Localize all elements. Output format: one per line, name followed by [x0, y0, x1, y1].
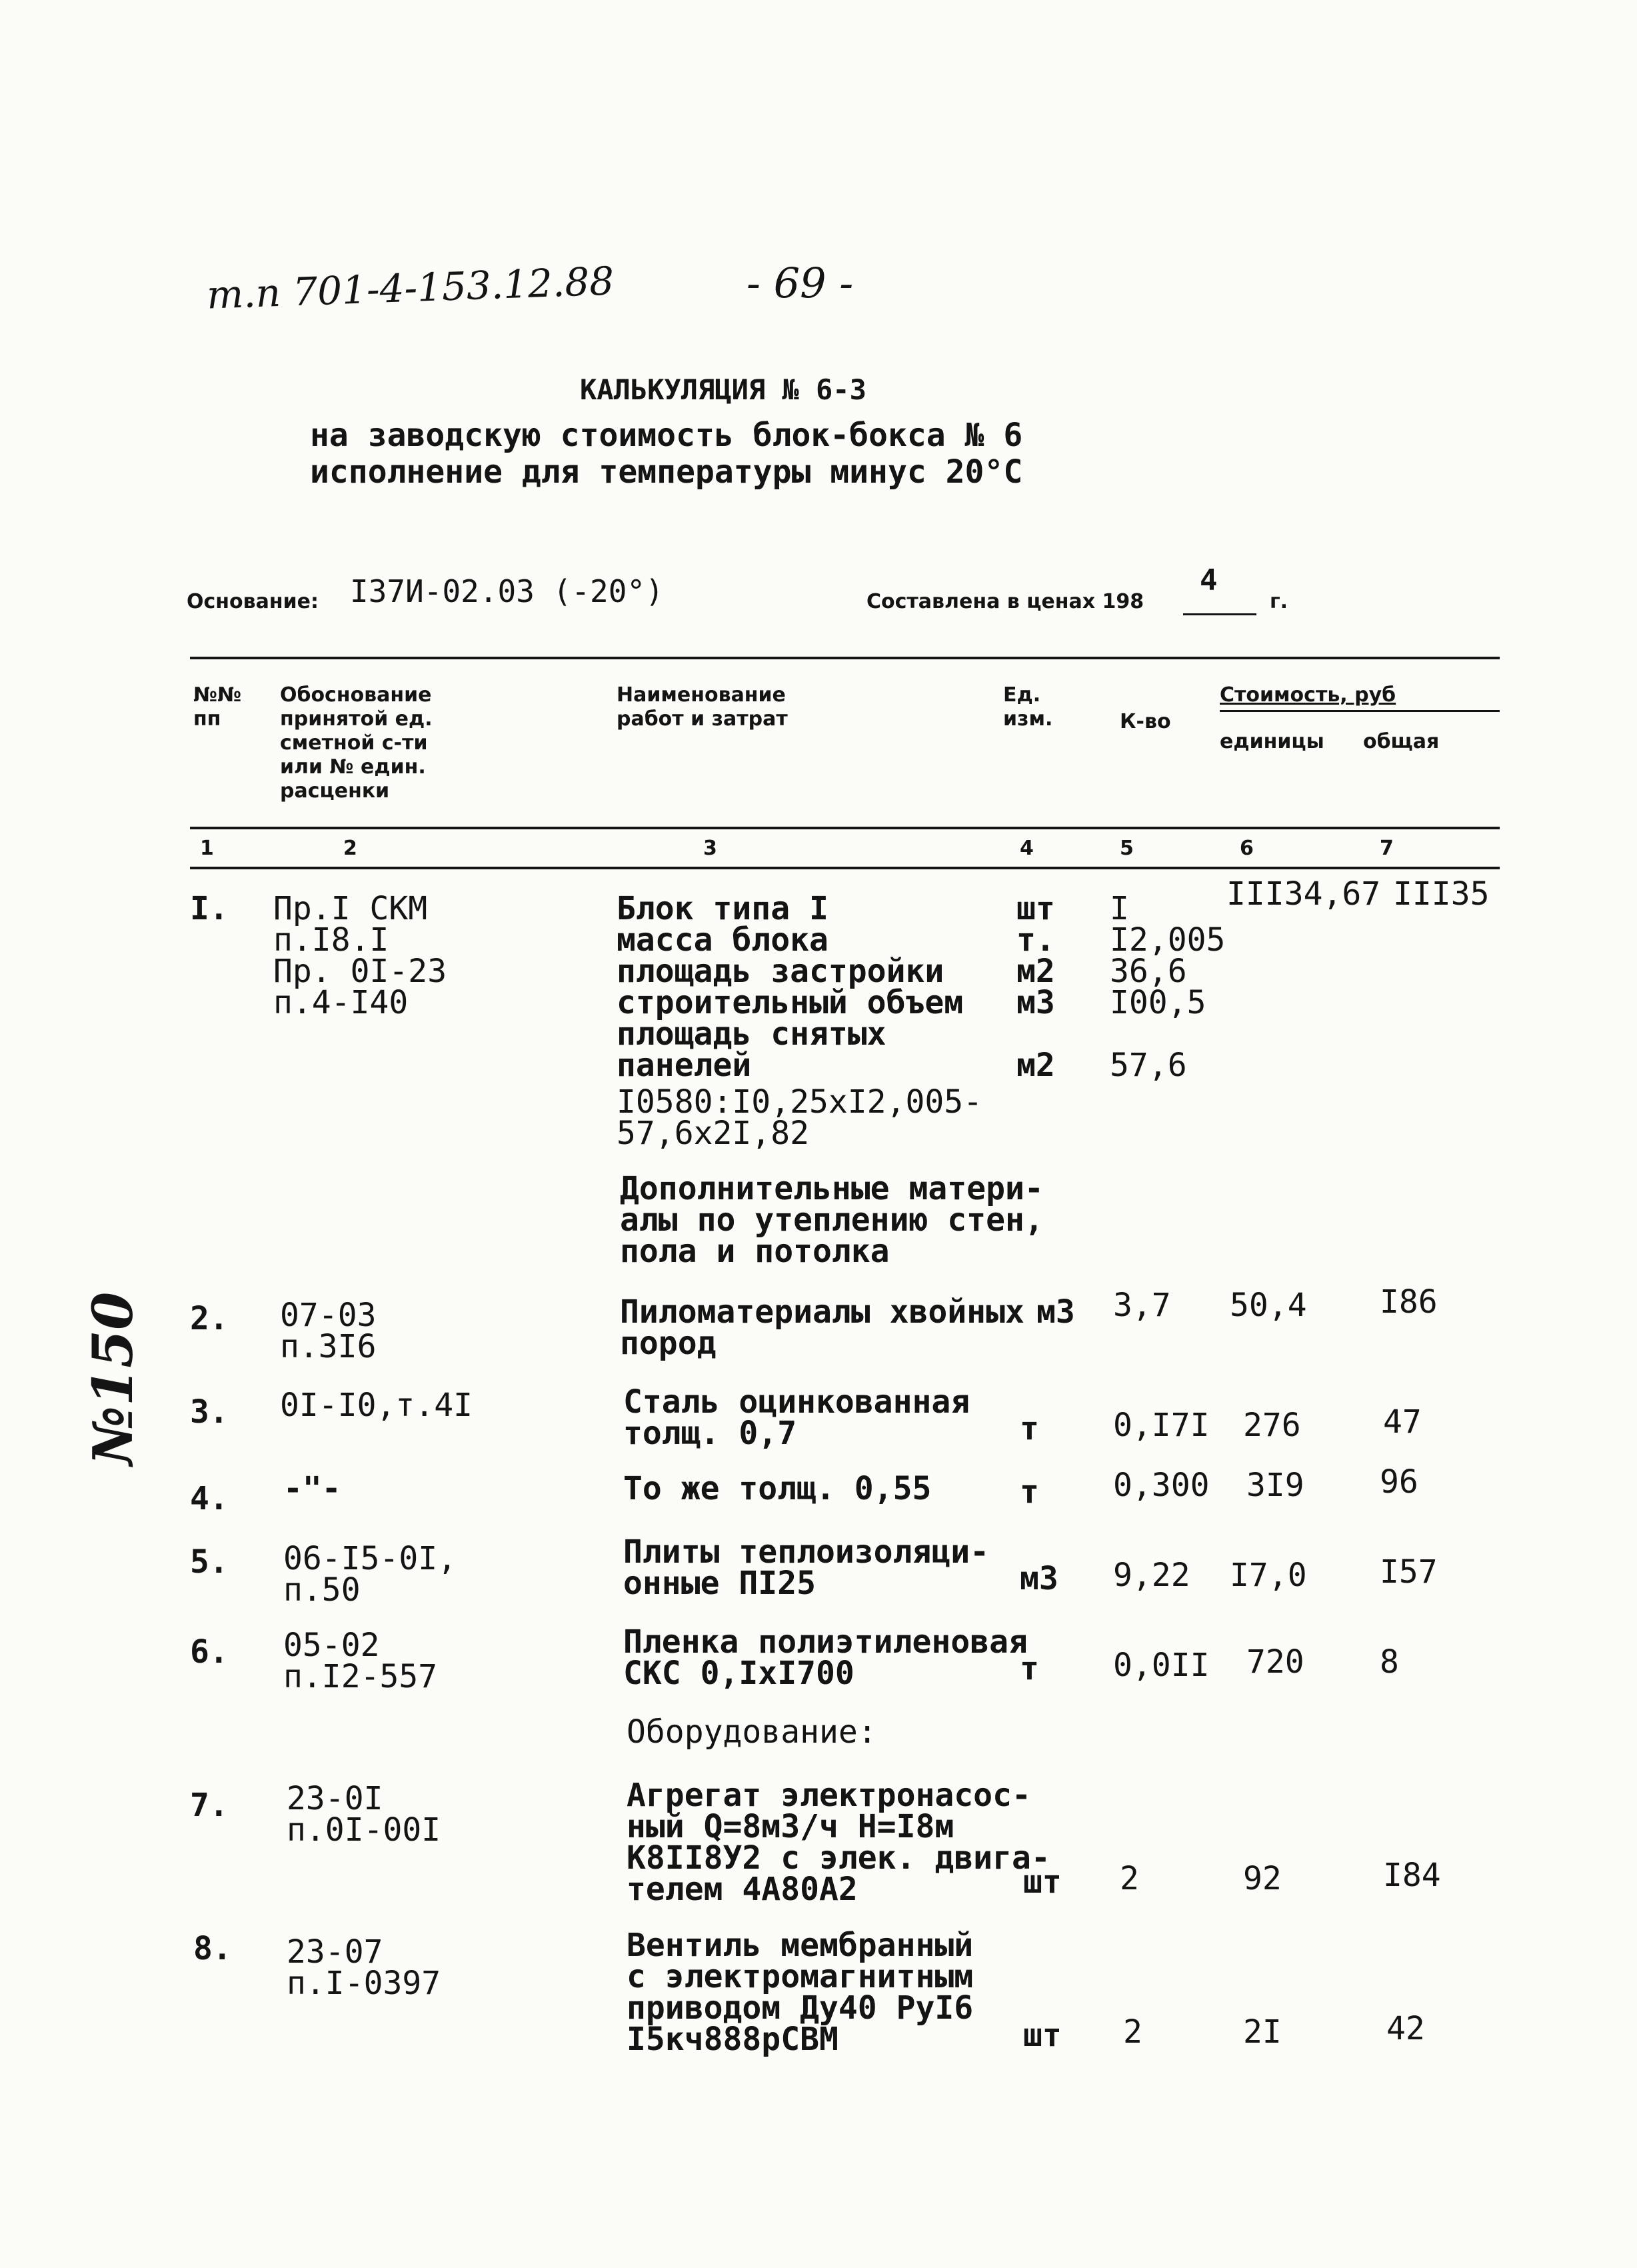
calculation-title: КАЛЬКУЛЯЦИЯ № 6-3: [580, 373, 866, 406]
compiled-year-digit: 4: [1200, 563, 1218, 597]
row-3-number: 3.: [190, 1393, 229, 1431]
column-header-quantity: К-во: [1120, 710, 1171, 733]
row-3-unit-cost: 276: [1243, 1407, 1301, 1444]
column-header-total: общая: [1363, 730, 1440, 753]
row-4-number: 4.: [190, 1480, 229, 1517]
row-4-unit-cost: 3I9: [1246, 1467, 1304, 1504]
row-6-quantity: 0,0II: [1113, 1647, 1210, 1684]
row-4-total: 96: [1380, 1463, 1418, 1501]
row-5-number: 5.: [190, 1543, 229, 1581]
column-number-4: 4: [1020, 837, 1034, 860]
row-5-basis: 06-I5-0I, п.50: [283, 1540, 457, 1609]
row-7-number: 7.: [190, 1787, 229, 1824]
column-number-rule: [190, 867, 1500, 869]
compiled-label: Составлена в ценах 198: [866, 590, 1144, 613]
row-8-unit: шт: [1023, 2017, 1062, 2054]
cost-group-underline: [1220, 710, 1500, 712]
column-number-3: 3: [703, 837, 717, 860]
row-2-unit-cost: 50,4: [1230, 1287, 1307, 1324]
column-header-unit: Ед. изм.: [1003, 683, 1053, 731]
margin-handwritten-note: №150: [81, 1291, 146, 1466]
section-equipment: Оборудование:: [627, 1713, 877, 1751]
row-1-basis: Пр.I СКМ п.I8.I Пр. 0I-23 п.4-I40: [273, 890, 447, 1021]
row-8-quantity: 2: [1123, 2013, 1142, 2051]
row-5-unit-cost: I7,0: [1230, 1557, 1307, 1594]
column-number-6: 6: [1240, 837, 1254, 860]
compiled-suffix: г.: [1270, 590, 1288, 613]
row-1-quantity: I I2,005 36,6 I00,5 57,6: [1110, 890, 1226, 1084]
basis-label: Основание:: [187, 590, 319, 613]
row-3-quantity: 0,I7I: [1113, 1407, 1210, 1444]
column-number-1: 1: [200, 837, 214, 860]
row-6-unit-cost: 720: [1246, 1643, 1304, 1681]
row-6-total: 8: [1380, 1643, 1399, 1681]
column-number-7: 7: [1380, 837, 1394, 860]
row-2-quantity: 3,7: [1113, 1287, 1171, 1324]
row-1-total: III35: [1393, 875, 1490, 913]
row-8-name: Вентиль мембранный с электромагнитным приводом Ду40 РуI6 I5кч888рСВМ: [627, 1927, 974, 2058]
column-header-basis: Обоснование принятой ед. сметной с-ти или № един. расценки: [280, 683, 433, 803]
column-header-name: Наименование работ и затрат: [617, 683, 788, 731]
row-6-unit: т: [1020, 1650, 1039, 1687]
row-3-unit: т: [1020, 1410, 1039, 1447]
calculation-subtitle-line1: на заводскую стоимость блок-бокса № 6: [310, 417, 1023, 454]
table-top-rule: [190, 657, 1500, 659]
row-7-name: Агрегат электронасос- ный Q=8м3/ч Н=I8м К8II8У2 с элек. двига- телем 4А80А2: [627, 1777, 1050, 1908]
calculation-subtitle-line2: исполнение для температуры минус 20°С: [310, 453, 1023, 491]
row-4-quantity: 0,300: [1113, 1467, 1210, 1504]
column-header-cost-group-title: Стоимость, руб: [1220, 683, 1396, 707]
column-header-number: №№ пп: [193, 683, 242, 731]
row-2-number: 2.: [190, 1300, 229, 1337]
row-7-total: I84: [1383, 1857, 1441, 1894]
row-1-formula: I0580:I0,25хI2,005- 57,6х2I,82: [617, 1083, 983, 1152]
row-5-unit: м3: [1020, 1560, 1058, 1597]
compiled-year-underline: [1183, 613, 1256, 615]
row-8-number: 8.: [193, 1930, 232, 1967]
row-3-total: 47: [1383, 1403, 1422, 1441]
row-7-basis: 23-0I п.0I-00I: [287, 1780, 441, 1849]
row-8-unit-cost: 2I: [1243, 2013, 1282, 2051]
row-7-quantity: 2: [1120, 1860, 1139, 1897]
document-reference: т.п 701-4-153.12.88: [205, 258, 615, 318]
row-6-name: Пленка полиэтиленовая СКС 0,IхI700: [623, 1623, 1028, 1692]
row-6-basis: 05-02 п.I2-557: [283, 1627, 438, 1695]
row-6-number: 6.: [190, 1633, 229, 1671]
row-4-basis: -"-: [283, 1470, 341, 1507]
row-8-total: 42: [1386, 2010, 1425, 2047]
row-5-total: I57: [1380, 1553, 1438, 1591]
section-additional-materials: Дополнительные матери- алы по утеплению стен, пола и потолка: [620, 1170, 1044, 1270]
row-1-unit: шт т. м2 м3 м2: [1016, 890, 1055, 1084]
column-header-cost-group: единицы: [1220, 730, 1324, 753]
row-3-name: Сталь оцинкованная толщ. 0,7: [623, 1383, 970, 1452]
header-bottom-rule: [190, 827, 1500, 829]
row-7-unit: шт: [1023, 1863, 1062, 1901]
row-2-unit: м3: [1036, 1293, 1075, 1331]
row-5-quantity: 9,22: [1113, 1557, 1190, 1594]
column-number-2: 2: [343, 837, 357, 860]
row-4-name: То же толщ. 0,55: [623, 1470, 932, 1507]
row-3-basis: 0I-I0,т.4I: [280, 1387, 473, 1424]
row-1-name: Блок типа I масса блока площадь застройки строительный объем площадь снятых панелей: [617, 890, 964, 1084]
column-number-5: 5: [1120, 837, 1134, 860]
row-8-basis: 23-07 п.I-0397: [287, 1933, 441, 2002]
row-2-basis: 07-03 п.3I6: [280, 1297, 377, 1365]
row-5-name: Плиты теплоизоляци- онные ПI25: [623, 1533, 990, 1602]
basis-value: I37И-02.03 (-20°): [350, 573, 664, 609]
row-7-unit-cost: 92: [1243, 1860, 1282, 1897]
row-4-unit: т: [1020, 1473, 1039, 1511]
row-1-unit-cost: III34,67: [1226, 875, 1381, 913]
page-number: - 69 -: [747, 259, 854, 307]
row-2-name: Пиломатериалы хвойных пород: [620, 1293, 1024, 1362]
row-1-number: I.: [190, 890, 229, 927]
row-2-total: I86: [1380, 1283, 1438, 1321]
